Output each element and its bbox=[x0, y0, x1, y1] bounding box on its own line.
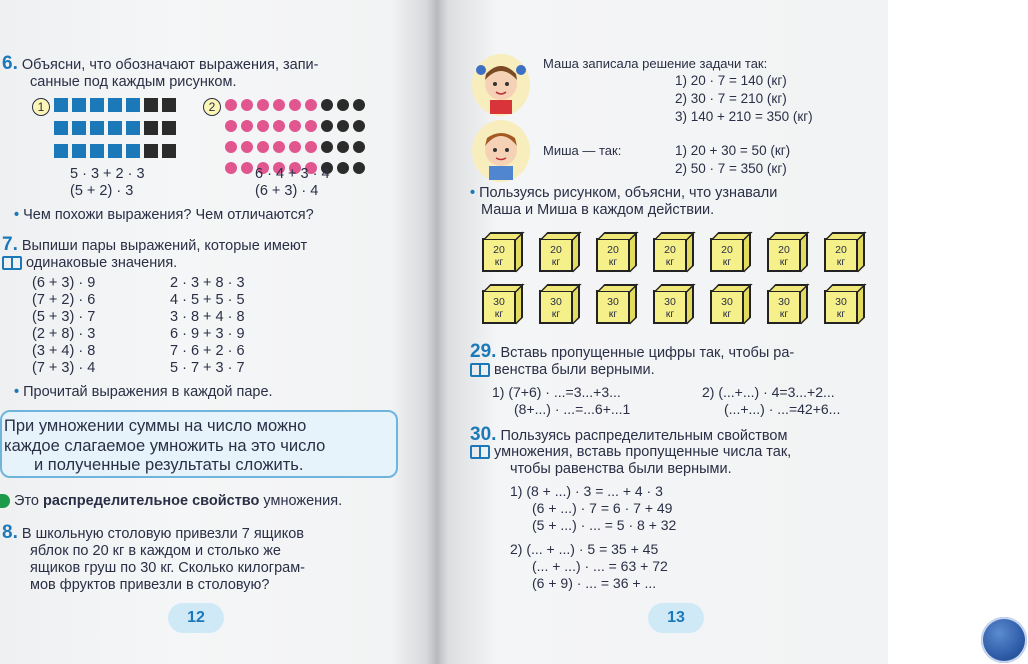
crate-value: 30 bbox=[493, 296, 505, 308]
crate-unit: кг bbox=[551, 256, 561, 268]
crate-top bbox=[539, 238, 573, 272]
logo-icon bbox=[981, 617, 1027, 663]
expression-item: (7 + 2) · 6 bbox=[32, 292, 96, 308]
crate-unit: кг bbox=[836, 308, 846, 320]
rule-line-3: и полученные результаты сложить. bbox=[34, 456, 304, 474]
exercise-26-text-1: Объясни, что обозначают выражения, запи- bbox=[21, 57, 319, 73]
exercise-29-text-1: Вставь пропущенные цифры так, чтобы ра- bbox=[500, 345, 795, 361]
crate-bottom bbox=[767, 290, 801, 324]
expression-item: (5 + 3) · 7 bbox=[32, 309, 96, 325]
exercise-26-question bbox=[14, 207, 314, 224]
equation: (8+...) · ...=...6+...1 bbox=[514, 401, 631, 417]
exercise-29-part-2 bbox=[702, 384, 840, 418]
exercise-30-header bbox=[470, 426, 787, 445]
crate-value: 30 bbox=[550, 296, 562, 308]
property-post: умножения. bbox=[259, 493, 343, 509]
rule-text bbox=[4, 417, 325, 476]
page-number-right: 13 bbox=[648, 603, 704, 633]
crate-unit: кг bbox=[722, 256, 732, 268]
expression-item: (7 + 3) · 4 bbox=[32, 360, 96, 376]
explain-line-1 bbox=[470, 185, 777, 202]
crate-top bbox=[482, 238, 516, 272]
exercise-28-body bbox=[30, 543, 305, 594]
expression-item: 2 · 3 + 8 · 3 bbox=[170, 275, 245, 291]
crate-bottom bbox=[482, 290, 516, 324]
rule-line-1: При умножении суммы на число можно bbox=[4, 417, 307, 435]
expressions-column-1 bbox=[32, 275, 95, 377]
bullet-icon: • bbox=[14, 384, 20, 400]
expression-item: 4 · 5 + 5 · 5 bbox=[170, 292, 245, 308]
crate-value: 30 bbox=[778, 296, 790, 308]
crate-value: 30 bbox=[664, 296, 676, 308]
exercise-30-group-1 bbox=[510, 483, 676, 534]
exercise-28-number: 8. bbox=[2, 522, 18, 543]
exercise-28-header bbox=[2, 524, 304, 543]
crate-unit: кг bbox=[665, 256, 675, 268]
explain-text-2: Маша и Миша в каждом действии. bbox=[481, 202, 715, 218]
crate-top bbox=[824, 238, 858, 272]
exercise-29-line-2 bbox=[470, 362, 655, 379]
masha-step: 3) 140 + 210 = 350 (кг) bbox=[675, 109, 813, 124]
exercise-30-number: 30. bbox=[470, 424, 497, 445]
crate-value: 30 bbox=[607, 296, 619, 308]
exercise-28-text-2: яблок по 20 кг в каждом и столько же bbox=[30, 543, 281, 559]
crate-bottom bbox=[653, 290, 687, 324]
figure-2-label: 2 bbox=[203, 98, 221, 116]
misha-intro: Миша — так: bbox=[543, 143, 622, 158]
figure-1-label: 1 bbox=[32, 98, 50, 116]
question-text: Чем похожи выражения? Чем отличаются? bbox=[23, 207, 314, 223]
exercise-30-line-2 bbox=[470, 444, 791, 461]
girl-avatar-icon bbox=[472, 54, 530, 116]
masha-step: 2) 30 · 7 = 210 (кг) bbox=[675, 91, 787, 106]
crate-bottom bbox=[539, 290, 573, 324]
crate-bottom bbox=[710, 290, 744, 324]
crate-unit: кг bbox=[494, 308, 504, 320]
exercise-30-group-2 bbox=[510, 541, 668, 592]
exercise-30-text-2: умножения, вставь пропущенные числа так, bbox=[494, 444, 792, 460]
equation: (5 + ...) · ... = 5 · 8 + 32 bbox=[532, 517, 677, 533]
left-page bbox=[0, 0, 420, 664]
equation: 2) (...+...) · 4=3...+2... bbox=[702, 384, 835, 400]
crate-top bbox=[653, 238, 687, 272]
expression-item: 5 · 7 + 3 · 7 bbox=[170, 360, 245, 376]
masha-step: 1) 20 · 7 = 140 (кг) bbox=[675, 73, 787, 88]
crate-unit: кг bbox=[836, 256, 846, 268]
marker-icon bbox=[0, 494, 10, 508]
exercise-29-header bbox=[470, 343, 794, 362]
crate-unit: кг bbox=[551, 308, 561, 320]
crate-value: 20 bbox=[721, 244, 733, 256]
exercise-28-text-4: мов фруктов привезли в столовую? bbox=[30, 577, 270, 593]
equation: (...+...) · ...=42+6... bbox=[724, 401, 841, 417]
crate-unit: кг bbox=[608, 308, 618, 320]
misha-step: 2) 50 · 7 = 350 (кг) bbox=[675, 161, 787, 176]
bullet-icon: • bbox=[470, 185, 476, 201]
expression-item: (3 + 4) · 8 bbox=[32, 343, 96, 359]
misha-steps bbox=[675, 142, 790, 178]
crate-value: 30 bbox=[721, 296, 733, 308]
equation: 1) (7+6) · ...=3...+3... bbox=[492, 384, 621, 400]
crate-top bbox=[767, 238, 801, 272]
crate-value: 20 bbox=[550, 244, 562, 256]
crate-unit: кг bbox=[779, 308, 789, 320]
crate-value: 20 bbox=[493, 244, 505, 256]
expressions-column-2 bbox=[170, 275, 245, 377]
crate-unit: кг bbox=[779, 256, 789, 268]
exercise-26-header bbox=[2, 55, 319, 74]
expression-item: 7 · 6 + 2 · 6 bbox=[170, 343, 245, 359]
book-icon bbox=[470, 445, 490, 459]
exercise-26-text-2: санные под каждым рисунком. bbox=[30, 74, 237, 90]
exercise-29-number: 29. bbox=[470, 341, 497, 362]
crate-value: 20 bbox=[835, 244, 847, 256]
exercise-27-text-1: Выпиши пары выражений, которые имеют bbox=[21, 238, 308, 254]
equation: 1) (8 + ...) · 3 = ... + 4 · 3 bbox=[510, 483, 663, 499]
book-icon bbox=[2, 256, 22, 270]
read-text: Прочитай выражения в каждой паре. bbox=[23, 384, 273, 400]
expression-2b: (6 + 3) · 4 bbox=[255, 183, 319, 199]
property-line bbox=[0, 493, 342, 510]
expression-1b: (5 + 2) · 3 bbox=[70, 183, 134, 199]
crate-top bbox=[710, 238, 744, 272]
explain-text-1: Пользуясь рисунком, объясни, что узнавали bbox=[479, 185, 778, 201]
exercise-27-number: 7. bbox=[2, 234, 18, 255]
page-number-left: 12 bbox=[168, 603, 224, 633]
exercise-30-text-3: чтобы равенства были верными. bbox=[510, 461, 732, 477]
expression-item: 3 · 8 + 4 · 8 bbox=[170, 309, 245, 325]
rule-line-2: каждое слагаемое умножить на это число bbox=[4, 436, 326, 455]
exercise-27-text-2: одинаковые значения. bbox=[26, 255, 178, 271]
expression-item: 6 · 9 + 3 · 9 bbox=[170, 326, 245, 342]
book-icon bbox=[470, 363, 490, 377]
figure-1-squares bbox=[54, 98, 184, 167]
equation: (... + ...) · ... = 63 + 72 bbox=[532, 558, 668, 574]
property-bold: распределительное свойство bbox=[43, 493, 260, 509]
exercise-27-line-2 bbox=[2, 255, 177, 272]
masha-intro: Маша записала решение задачи так: bbox=[543, 56, 768, 71]
exercise-27-header bbox=[2, 236, 307, 255]
crate-value: 20 bbox=[607, 244, 619, 256]
expression-item: (6 + 3) · 9 bbox=[32, 275, 96, 291]
crate-bottom bbox=[824, 290, 858, 324]
expression-1a: 5 · 3 + 2 · 3 bbox=[70, 166, 145, 182]
exercise-30-text-1: Пользуясь распределительным свойством bbox=[500, 428, 788, 444]
exercise-28-text-3: ящиков груш по 30 кг. Сколько килограм- bbox=[30, 560, 305, 576]
crate-value: 20 bbox=[778, 244, 790, 256]
misha-step: 1) 20 + 30 = 50 (кг) bbox=[675, 143, 791, 158]
exercise-29-part-1 bbox=[492, 384, 630, 418]
boy-avatar-icon bbox=[472, 120, 530, 182]
crate-top bbox=[596, 238, 630, 272]
crate-value: 30 bbox=[835, 296, 847, 308]
exercise-29-text-2: венства были верными. bbox=[494, 362, 655, 378]
exercise-26-number: 6. bbox=[2, 53, 18, 74]
crate-value: 20 bbox=[664, 244, 676, 256]
bullet-icon: • bbox=[14, 207, 20, 223]
crate-unit: кг bbox=[494, 256, 504, 268]
property-pre: Это bbox=[14, 493, 44, 509]
crate-unit: кг bbox=[608, 256, 618, 268]
exercise-28-text-1: В школьную столовую привезли 7 ящиков bbox=[21, 526, 304, 542]
exercise-27-read bbox=[14, 384, 273, 401]
equation: 2) (... + ...) · 5 = 35 + 45 bbox=[510, 541, 659, 557]
expression-2a: 6 · 4 + 3 · 4 bbox=[255, 166, 330, 182]
equation: (6 + 9) · ... = 36 + ... bbox=[532, 575, 657, 591]
crate-bottom bbox=[596, 290, 630, 324]
crate-unit: кг bbox=[722, 308, 732, 320]
right-page bbox=[430, 0, 888, 664]
expression-item: (2 + 8) · 3 bbox=[32, 326, 96, 342]
crate-unit: кг bbox=[665, 308, 675, 320]
equation: (6 + ...) · 7 = 6 · 7 + 49 bbox=[532, 500, 673, 516]
masha-steps bbox=[675, 72, 813, 126]
